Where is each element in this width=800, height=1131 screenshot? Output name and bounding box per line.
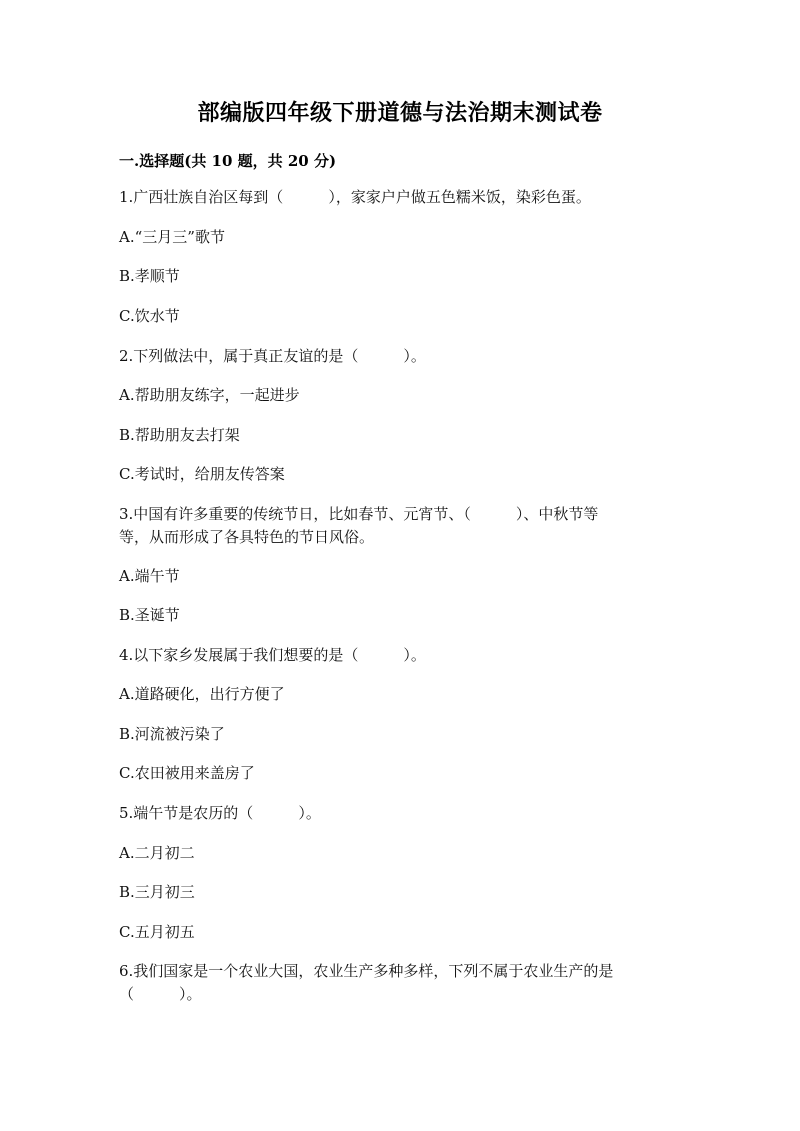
question-3-stem-line-1: 3.中国有许多重要的传统节日，比如春节、元宵节、（ ）、中秋节等 xyxy=(119,505,599,523)
question-4-option-a: A.道路硬化，出行方便了 xyxy=(119,685,285,703)
question-5-option-a: A.二月初二 xyxy=(119,844,195,862)
question-4-stem: 4.以下家乡发展属于我们想要的是（ ）。 xyxy=(119,646,426,664)
page-title: 部编版四年级下册道德与法治期末测试卷 xyxy=(197,100,603,126)
question-6-stem-line-2: （ ）。 xyxy=(119,985,202,1003)
question-2-stem: 2.下列做法中，属于真正友谊的是（ ）。 xyxy=(119,347,426,365)
question-2-option-a: A.帮助朋友练字，一起进步 xyxy=(119,386,300,404)
question-5-stem: 5.端午节是农历的（ ）。 xyxy=(119,804,321,822)
question-1-stem: 1.广西壮族自治区每到（ ），家家户户做五色糯米饭，染彩色蛋。 xyxy=(119,188,591,206)
question-4-option-b: B.河流被污染了 xyxy=(119,725,225,743)
question-4-option-c: C.农田被用来盖房了 xyxy=(119,764,255,782)
question-5-option-b: B.三月初三 xyxy=(119,883,195,901)
question-1-option-b: B.孝顺节 xyxy=(119,267,180,285)
section-heading: 一.选择题(共 10 题，共 20 分) xyxy=(119,152,337,170)
question-3-option-b: B.圣诞节 xyxy=(119,606,180,624)
question-1-option-a: A.“三月三”歌节 xyxy=(119,228,225,246)
question-1-option-c: C.饮水节 xyxy=(119,307,180,325)
question-3-option-a: A.端午节 xyxy=(119,567,180,585)
question-2-option-c: C.考试时，给朋友传答案 xyxy=(119,465,285,483)
question-5-option-c: C.五月初五 xyxy=(119,923,195,941)
question-6-stem-line-1: 6.我们国家是一个农业大国，农业生产多种多样，下列不属于农业生产的是 xyxy=(119,962,614,980)
question-3-stem-line-2: 等，从而形成了各具特色的节日风俗。 xyxy=(119,528,375,546)
question-2-option-b: B.帮助朋友去打架 xyxy=(119,426,240,444)
